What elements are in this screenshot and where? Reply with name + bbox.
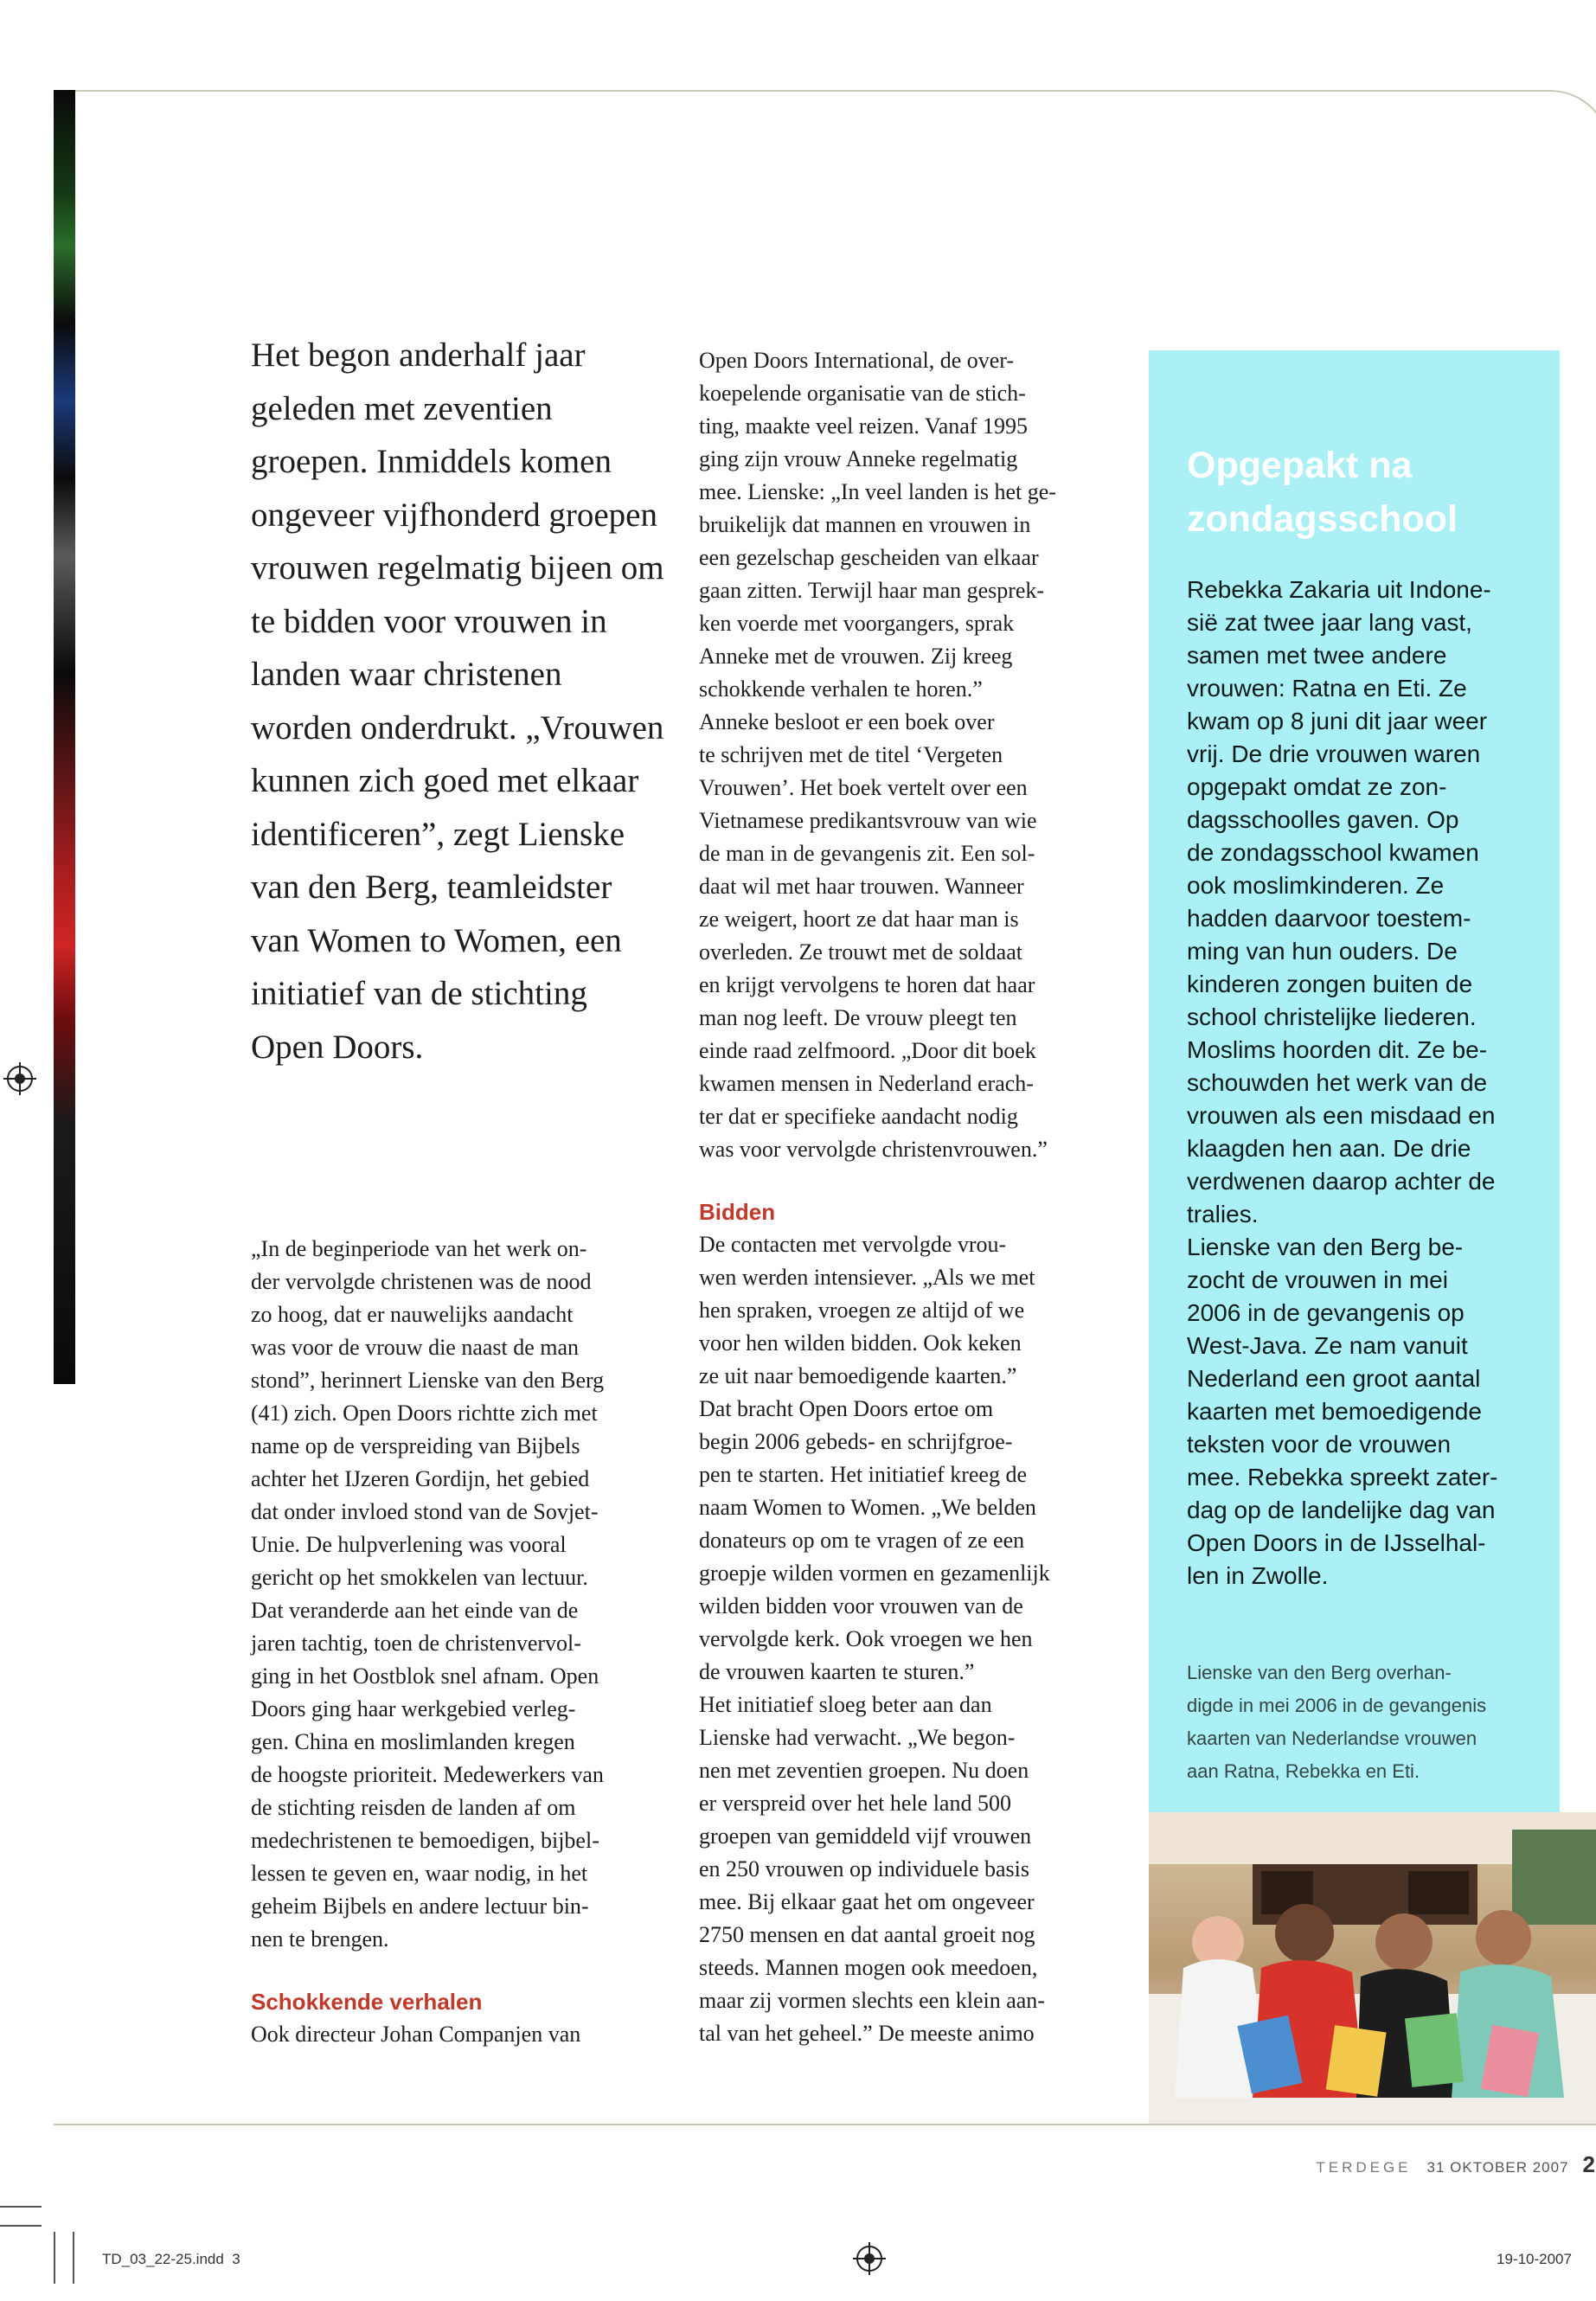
page-footer [1316,2151,1596,2178]
column2-paragraph-2: De contacten met vervolgde vrou- wen werden intensiever. „Als we met hen spraken, vroegen ze altijd of we voor hen wilden bidden. Ook keken ze uit naar bemoedigende kaarten.” Dat bracht Open Doors ertoe om begin 2006 gebeds- en schrijfgroe- pen te starten. Het initiatief kreeg de naam Women to Women. „We belden donateurs op om te vragen of ze een groepje wilden vormen en gezamenlijk wilden bidden voor vrouwen van de vervolgde kerk. Ook vroegen we hen de vrouwen kaarten te sturen.” Het initiatief sloeg beter aan dan Lienske had verwacht. „We begon- nen met zeventien groepen. Nu doen er verspreid over het hele land 500 groepen van gemiddeld vijf vrouwen en 250 vrouwen op individuele basis mee. Bij elkaar gaat het om ongeveer 2750 mensen en dat aantal groeit nog steeds. Mannen mogen ook meedoen, maar zij vormen slechts een klein aan- tal van het geheel.” De meeste animo [699,1232,1050,2046]
registration-mark-icon [856,2246,882,2272]
sidebar-body: Rebekka Zakaria uit Indone- sië zat twee jaar lang vast, samen met twee andere vrouwen: Ratna en Eti. Ze kwam op 8 juni dit jaar weer vrij. De drie vrouwen waren opgepakt omdat ze zon- dagsschoolles gaven. Op de zondagsschool kwamen ook moslimkinderen. Ze hadden daarvoor toestem- ming van hun ouders. De kinderen zongen buiten de school christelijke liederen. Moslims hoorden dit. Ze be- schouwden het werk van de vrouwen als een misdaad en klaagden hen aan. De drie verdwenen daarop achter de tralies. Lienske van den Berg be- zocht de vrouwen in mei 2006 in de gevangenis op West-Java. Ze nam vanuit Nederland een groot aantal kaarten met bemoedigende teksten voor de vrouwen mee. Rebekka spreekt zater- dag op de landelijke dag van Open Doors in de IJsselhal- len in Zwolle. [1187,576,1498,1589]
column2-paragraph-1: Open Doors International, de over- koepelende organisatie van de stich- ting, maakte veel reizen. Vanaf 1995 ging zijn vrouw Anneke regelmatig mee. Lienske: „In veel landen is het ge- bruikelijk dat mannen en vrouwen in een gezelschap gescheiden van elkaar gaan zitten. Terwijl haar man gesprek- ken voerde met voorgangers, sprak Anneke met de vrouwen. Zij kreeg schokkende verhalen te horen.” Anneke besloot er een boek over te schrijven met de titel ‘Vergeten Vrouwen’. Het boek vertelt over een Vietnamese predikantsvrouw van wie de man in de gevangenis zit. Een sol- daat wil met haar trouwen. Wanneer ze weigert, hoort ze dat haar man is overleden. Ze trouwt met de soldaat en krijgt vervolgens te horen dat haar man nog leeft. De vrouw pleegt ten einde raad zelfmoord. „Door dit boek kwamen mensen in Nederland erach- ter dat er specifieke aandacht nodig was voor vervolgde christenvrouwen.” [699,348,1056,1162]
page-frame-top [59,90,1529,92]
sidebar-box [1149,350,1560,1812]
column1-paragraph-2: Ook directeur Johan Companjen van [251,2022,581,2047]
column1-paragraph-1: „In de beginperiode van het werk on- der vervolgde christenen was de nood zo hoog, dat er nauwelijks aandacht was voor de vrouw die naast de man stond”, herinnert Lienske van den Berg (41) zich. Open Doors richtte zich met name op de verspreiding van Bijbels achter het IJzeren Gordijn, het gebied dat onder invloed stond van de Sovjet- Unie. De hulpverlening was vooral gericht op het smokkelen van lectuur. Dat veranderde aan het einde van de jaren tachtig, toen de christenvervol- ging in het Oostblok snel afnam. Open Doors ging haar werkgebied verleg- gen. China en moslimlanden kregen de hoogste prioriteit. Medewerkers van de stichting reisden de landen af om medechristenen te bemoedigen, bijbel- lessen te geven en, waar nodig, in het geheim Bijbels en andere lectuur bin- nen te brengen. [251,1236,605,1952]
crop-mark [0,2225,42,2227]
footer-rule [54,2124,1596,2125]
article-column-2 [699,344,1110,2050]
subheading-schokkende-verhalen: Schokkende verhalen [251,1989,483,2015]
crop-mark [54,2232,55,2284]
slug-date: 19-10-2007 [1497,2251,1572,2267]
prison-visit-photo [1149,1812,1596,2124]
footer-date: 31 OKTOBER 2007 [1426,2159,1569,2176]
footer-brand: TERDEGE [1316,2159,1412,2176]
crop-mark [73,2232,74,2284]
registration-mark-icon [7,1066,33,1092]
article-column-1 [251,1233,662,2051]
lead-paragraph: Het begon anderhalf jaar geleden met zeventien groepen. Inmiddels komen ongeveer vijfhonderd groepen vrouwen regelmatig bijeen om te bidden voor vrouwen in landen waar christenen worden onderdrukt. „Vrouwen kunnen zich goed met elkaar identificeren”, zegt Lienske van den Berg, teamleidster van Women to Women, een initiatief van de stichting Open Doors. [251,336,664,1066]
subheading-bidden: Bidden [699,1199,776,1225]
page-frame-corner [1505,90,1596,152]
slug-file: TD_03_22-25.indd 3 [102,2251,240,2267]
left-photo-strip [54,90,75,1384]
photo-caption: Lienske van den Berg overhan- digde in mei 2006 in de gevangenis kaarten van Nederlandse vrouwen aan Ratna, Rebekka en Eti. [1187,1662,1487,1782]
sidebar-title: Opgepakt na zondagsschool [1187,445,1458,540]
page-number: 2 [1582,2151,1596,2177]
crop-mark [0,2206,42,2208]
